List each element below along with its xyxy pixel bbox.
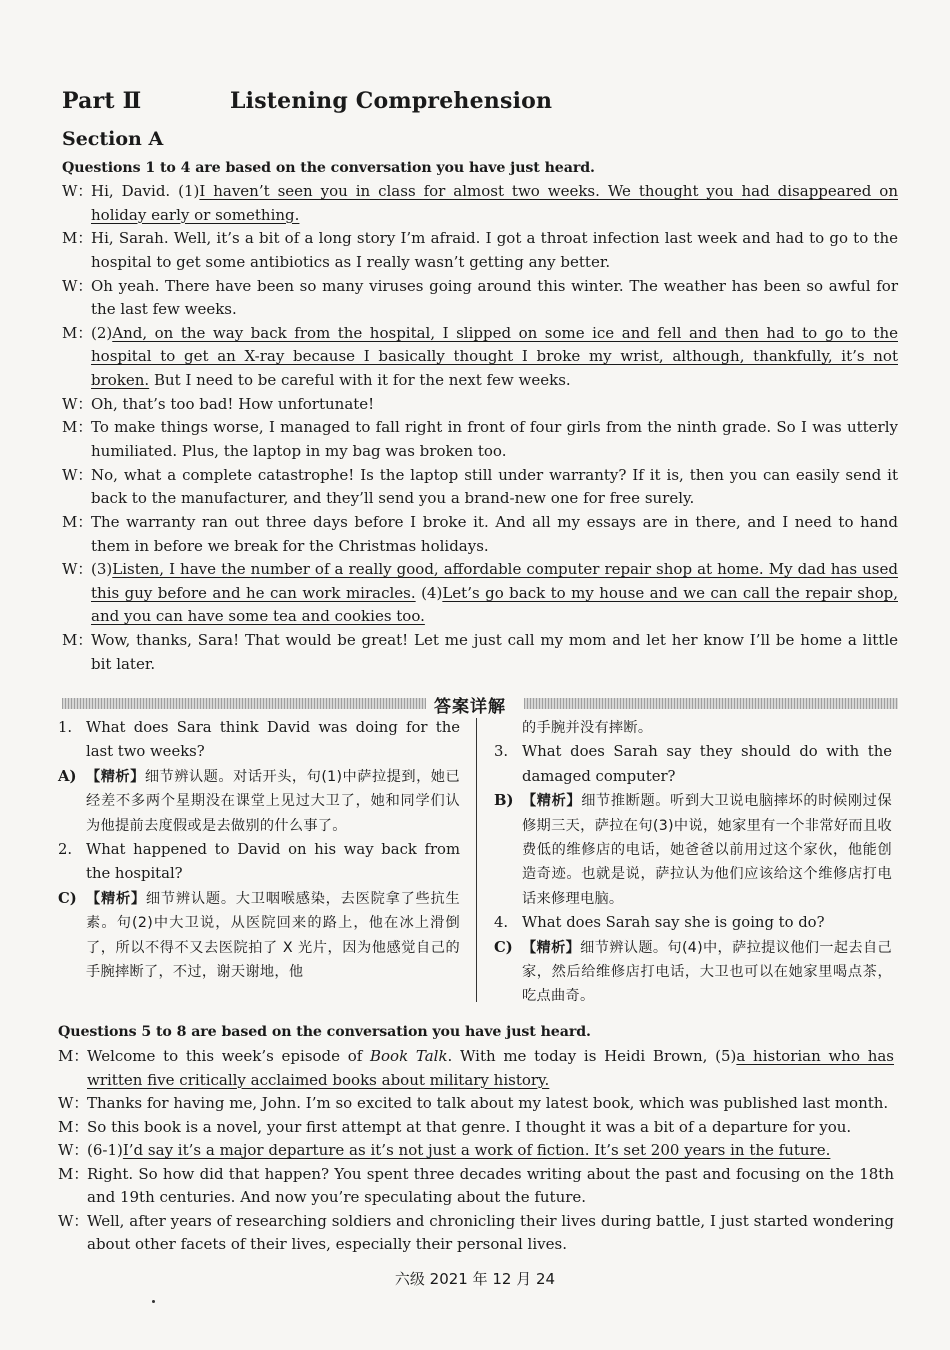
answer-explanation (58, 887, 460, 985)
divider-pattern-right (524, 698, 898, 709)
speaker-label: W： (62, 276, 93, 295)
question-number: 1. (58, 719, 73, 736)
explanation-text: 细节辨认题。对话开头，句(1)中萨拉提到，她已经差不多两个星期没在课堂上见过大卫了，她和同学们认为他提前去度假或是去做别的什么事了。 (86, 768, 461, 834)
answer-letter: A) (58, 767, 77, 785)
turn-text: Hi, Sarah. Well, it’s a bit of a long story I’m afraid. I got a throat infection last week and had to go to the hospital to get some antibiotics as I really wasn’t getting any better. (91, 229, 898, 271)
speaker-label: M： (58, 1047, 89, 1065)
turn-text: (6-1) (87, 1141, 123, 1159)
dialogue-turn (58, 1210, 894, 1257)
turn-text: But I need to be careful with it for the next few weeks. (149, 370, 571, 389)
turn-text: . With me today is Heidi Brown, (5) (447, 1047, 737, 1065)
answers-right-column (494, 716, 892, 1009)
dialogue-turn (58, 1163, 894, 1210)
column-divider (476, 718, 477, 1002)
underlined-answer-text: And, on the way back from the hospital, I slipped on some ice and fell and then had to go to the hospital to get an X-ray because I basically thought I broke my wrist, although, thankfully, it’s not broken. (91, 323, 898, 389)
page-footer: 六级 2021 年 12 月 24 (394, 1270, 556, 1288)
underlined-answer-text: Listen, I have the number of a really good, affordable computer repair shop at home. My dad has used this guy before and he can work miracles. (91, 560, 898, 602)
turn-text: Right. So how did that happen? You spent three decades writing about the past and focusing on the 18th and 19th centuries. And now you’re speculating about the future. (87, 1164, 894, 1206)
dialogue-turn (62, 322, 898, 393)
speaker-label: W： (62, 182, 93, 200)
analysis-tag: 【精析】 (86, 768, 145, 785)
speaker-label: M： (62, 631, 93, 650)
turn-text: (4) (415, 583, 443, 602)
answer-letter: C) (494, 938, 513, 956)
question-number: 4. (494, 914, 509, 932)
underlined-answer-text: Let’s go back to my house and we can call the repair shop, and you can have some tea and cookies too. (91, 583, 898, 626)
explanation-text: 的手腕并没有摔断。 (522, 720, 653, 736)
speaker-label: W： (58, 1211, 89, 1230)
turn-text: Thanks for having me, John. I’m so excited to talk about my latest book, which was published last month. (87, 1094, 889, 1112)
speaker-label: M： (62, 229, 93, 248)
turn-text: Wow, thanks, Sara! That would be great! Let me just call my mom and let her know I’ll be home a little bit later. (91, 631, 898, 673)
divider-label: 答案详解 (434, 697, 506, 717)
part-heading (62, 88, 553, 114)
turn-text: Welcome to this week’s episode of (87, 1047, 370, 1065)
answer-letter: B) (494, 792, 514, 810)
dialogue-1 (62, 180, 898, 676)
speaker-label: M： (62, 513, 93, 532)
question-text: What does Sara think David was doing for the last two weeks? (86, 719, 460, 761)
answer-explanation (494, 789, 892, 911)
part-number: Part Ⅱ (62, 88, 142, 114)
speaker-label: W： (62, 465, 93, 484)
turn-text: Well, after years of researching soldiers and chronicling their lives during battle, I just started wondering about other facets of their lives, especially their personal lives. (87, 1211, 894, 1253)
part-title: Listening Comprehension (230, 88, 553, 114)
turn-text: No, what a complete catastrophe! Is the laptop still under warranty? If it is, then you can easily send it back to the manufacturer, and they’ll send you a brand-new one for free surely. (91, 465, 898, 508)
dialogue-turn (58, 1092, 894, 1116)
analysis-tag: 【精析】 (522, 939, 581, 956)
stray-dot (152, 1300, 155, 1303)
dialogue-turn (62, 393, 898, 417)
turn-text: (2) (91, 323, 113, 342)
question-text: What does Sarah say she is going to do? (522, 914, 825, 932)
dialogue-turn (62, 511, 898, 558)
dialogue-turn (58, 1139, 894, 1163)
dialogue-turn (62, 558, 898, 629)
question-number: 3. (494, 743, 509, 761)
turn-text: Oh yeah. There have been so many viruses going around this winter. The weather has been so awful for the last few weeks. (91, 276, 898, 319)
speaker-label: W： (62, 560, 93, 579)
book-title: Book Talk (370, 1047, 448, 1065)
speaker-label: W： (62, 394, 93, 413)
dialogue-2 (58, 1045, 894, 1257)
dialogue-turn (62, 180, 898, 227)
question-number: 2. (58, 841, 73, 859)
dialogue-turn (62, 464, 898, 511)
underlined-answer-text: I’d say it’s a major departure as it’s not just a work of fiction. It’s set 200 years in the future. (122, 1141, 831, 1159)
turn-text: To make things worse, I managed to fall right in front of four girls from the ninth grade. So I was utterly humiliated. Plus, the laptop in my bag was broken too. (91, 418, 898, 460)
question-item (58, 838, 460, 887)
explanation-text: 细节推断题。听到大卫说电脑摔坏的时候刚过保修期三天，萨拉在句(3)中说，她家里有一个非常好而且收费低的维修店的电话，她爸爸以前用过这个家伙，他能创造奇迹。也就是说，萨拉认为他们应该给这个维修店打电话来修理电脑。 (522, 793, 892, 907)
turn-text: The warranty ran out three days before I broke it. And all my essays are in there, and I need to hand them in before we break for the Christmas holidays. (91, 513, 898, 555)
question-item (58, 716, 460, 765)
analysis-tag: 【精析】 (522, 793, 582, 810)
answer-letter: C) (58, 889, 77, 907)
analysis-tag: 【精析】 (86, 890, 146, 907)
speaker-label: M： (62, 323, 93, 342)
speaker-label: M： (58, 1164, 89, 1183)
speaker-label: W： (58, 1141, 89, 1159)
answer-explanation (494, 936, 892, 1009)
turn-text: (3) (91, 560, 113, 579)
turn-text: So this book is a novel, your first attempt at that genre. I thought it was a bit of a departure for you. (87, 1117, 852, 1136)
dialogue-turn (58, 1045, 894, 1092)
questions-1-4-heading: Questions 1 to 4 are based on the conversation you have just heard. (62, 160, 595, 176)
dialogue-turn (58, 1116, 894, 1140)
dialogue-turn (62, 275, 898, 322)
underlined-answer-text: I haven’t seen you in class for almost two weeks. We thought you had disappeared on holiday early or something. (91, 182, 898, 224)
answers-left-column (58, 716, 460, 984)
underlined-answer-text: a historian who has written five critically acclaimed books about military history. (87, 1047, 894, 1089)
dialogue-turn (62, 416, 898, 463)
question-item (494, 716, 892, 740)
turn-text: Hi, David. (1) (91, 182, 200, 200)
speaker-label: M： (58, 1117, 89, 1136)
answer-explanation (58, 765, 460, 838)
questions-5-8-heading: Questions 5 to 8 are based on the conversation you have just heard. (58, 1024, 591, 1040)
speaker-label: M： (62, 418, 93, 437)
section-title: Section A (62, 128, 164, 150)
question-item (494, 740, 892, 789)
explanation-text: 细节辨认题。大卫咽喉感染，去医院拿了些抗生素。句(2)中大卫说，从医院回来的路上，他在冰上滑倒了，所以不得不又去医院拍了 X 光片，因为他感觉自己的手腕摔断了，不过，谢天谢地，他 (86, 890, 460, 981)
explanation-text: 细节辨认题。句(4)中，萨拉提议他们一起去自己家，然后给维修店打电话，大卫也可以在她家里喝点茶，吃点曲奇。 (522, 939, 893, 1005)
answer-divider (62, 692, 898, 716)
question-text: What happened to David on his way back from the hospital? (86, 841, 460, 883)
speaker-label: W： (58, 1094, 89, 1112)
dialogue-turn (62, 227, 898, 274)
question-text: What does Sarah say they should do with the damaged computer? (522, 743, 892, 785)
question-item (494, 911, 892, 935)
divider-pattern-left (62, 698, 426, 709)
turn-text: Oh, that’s too bad! How unfortunate! (91, 394, 375, 413)
dialogue-turn (62, 629, 898, 676)
